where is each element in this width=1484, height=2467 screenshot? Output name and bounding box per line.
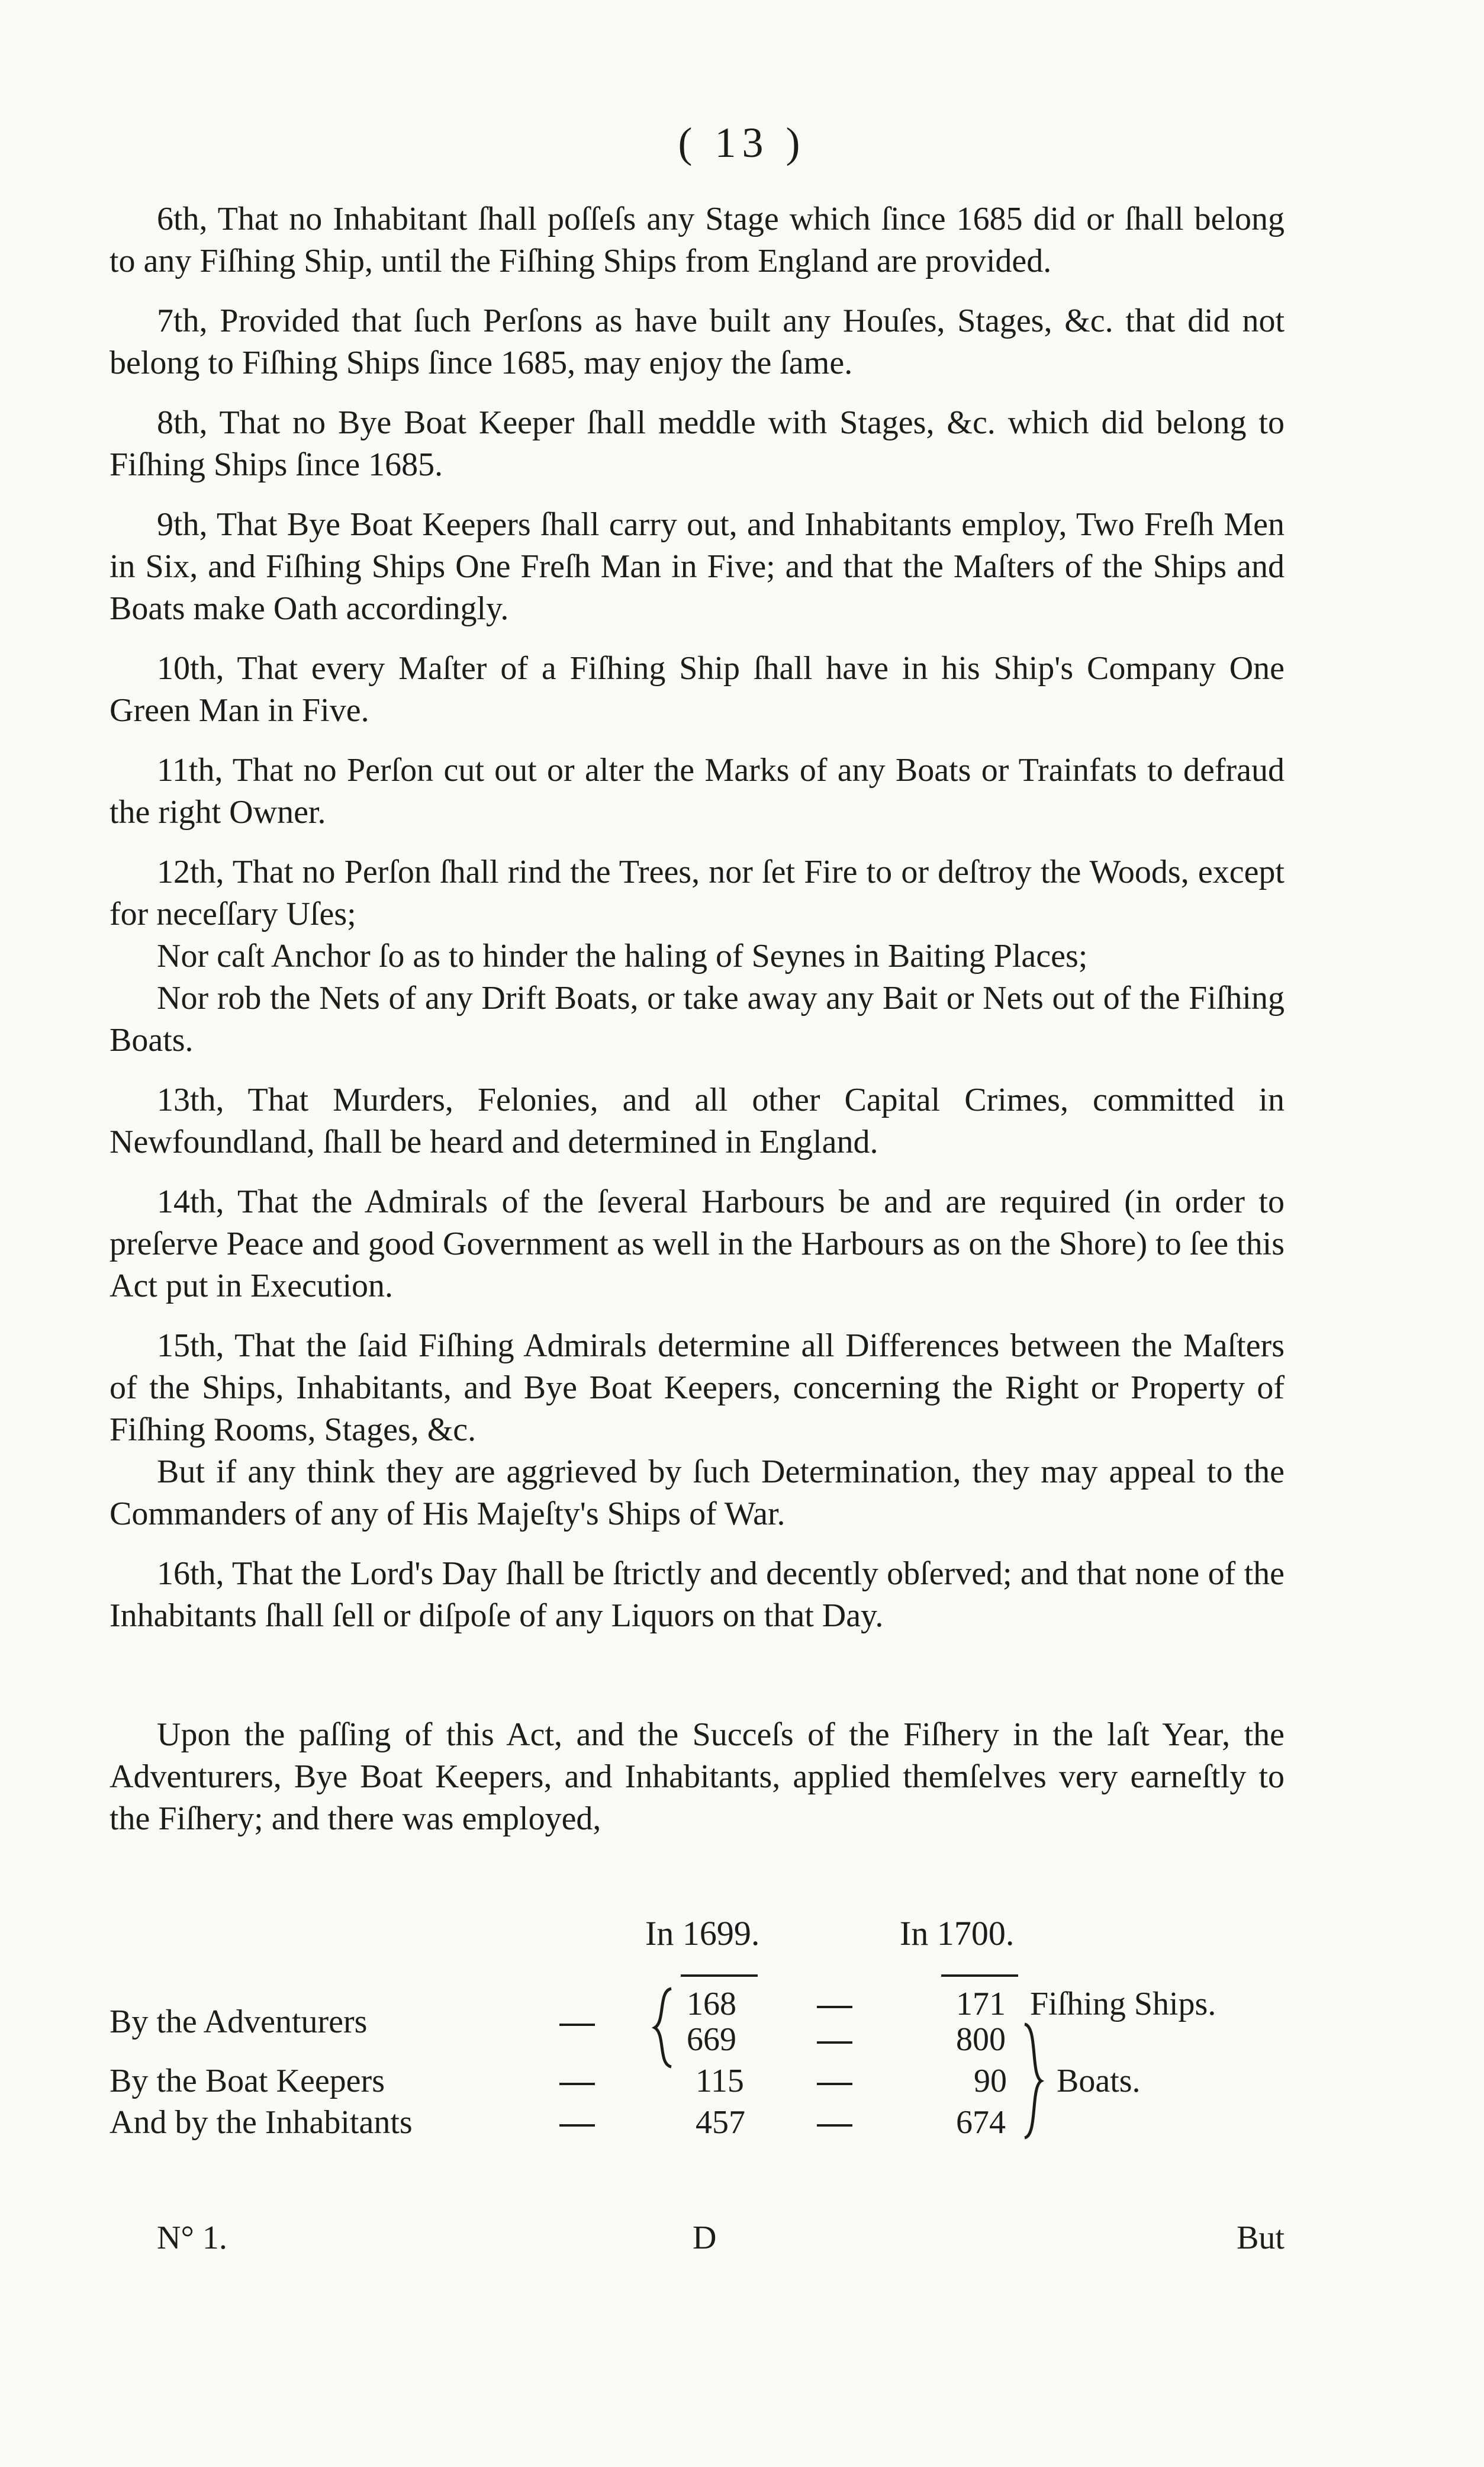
page-body xyxy=(110,198,1285,1858)
row-label-boat-keepers: By the Boat Keepers xyxy=(110,2063,385,2099)
row-label-inhabitants: And by the Inhabitants xyxy=(110,2104,413,2141)
paragraph-12th-anchor: Nor caſt Anchor ſo as to hinder the haling of Seynes in Baiting Places; xyxy=(157,938,1088,974)
column-header-1700: In 1700. xyxy=(900,1914,1015,1953)
paragraph-8th: 8th, That no Bye Boat Keeper ſhall meddle with Stages, &c. which did belong to Fiſhing Ships ſince 1685. xyxy=(110,404,1285,483)
row-dash xyxy=(559,2024,595,2026)
row-dash xyxy=(817,2006,852,2008)
paragraph-7th: 7th, Provided that ſuch Perſons as have built any Houſes, Stages, &c. that did not belong to Fiſhing Ships ſince 1685, may enjoy the ſame. xyxy=(110,303,1285,381)
value-1700-inhabitants: 674 xyxy=(956,2104,1006,2141)
row-dash xyxy=(817,2041,852,2044)
value-1699-boat-keepers: 115 xyxy=(696,2063,744,2099)
row-dash xyxy=(817,2124,852,2127)
value-1699-boats: 669 xyxy=(687,2021,736,2058)
signature-mark: N° 1. xyxy=(157,2220,227,2256)
left-brace xyxy=(651,1986,675,2069)
sheet-signature: D xyxy=(693,2220,717,2256)
paragraph-12th: 12th, That no Perſon ſhall rind the Trees, nor ſet Fire to or deſtroy the Woods, except for neceſſary Uſes; xyxy=(110,854,1285,932)
column-rule-1699 xyxy=(681,1974,758,1977)
paragraph-15th-appeal: But if any think they are aggrieved by ſuch Determination, they may appeal to the Commanders of any of His Majeſty's Ships of War. xyxy=(110,1453,1285,1532)
label-fishing-ships: Fiſhing Ships. xyxy=(1030,1986,1216,2022)
paragraph-15th: 15th, That the ſaid Fiſhing Admirals determine all Differences between the Maſters of the Ships, Inhabitants, and Bye Boat Keepers, concerning the Right or Property of Fiſhing Rooms, Stages, &c. xyxy=(110,1327,1285,1448)
value-1700-boat-keepers: 90 xyxy=(974,2063,1007,2099)
catchword: But xyxy=(1237,2220,1285,2256)
label-boats: Boats. xyxy=(1057,2063,1141,2099)
paragraph-upon-passing: Upon the paſſing of this Act, and the Succeſs of the Fiſhery in the laſt Year, the Adventurers, Bye Boat Keepers, and Inhabitants, applied themſelves very earneſtly to the Fiſhery; and there was employed, xyxy=(110,1716,1285,1837)
value-1700-boats-adventurers: 800 xyxy=(956,2021,1006,2058)
paragraph-9th: 9th, That Bye Boat Keepers ſhall carry out, and Inhabitants employ, Two Freſh Men in Six, and Fiſhing Ships One Freſh Man in Five; and that the Maſters of the Ships and Boats make Oath accordingly. xyxy=(110,506,1285,627)
paragraph-6th: 6th, That no Inhabitant ſhall poſſeſs any Stage which ſince 1685 did or ſhall belong to any Fiſhing Ship, until the Fiſhing Ships from England are provided. xyxy=(110,201,1285,279)
paragraph-12th-nets: Nor rob the Nets of any Drift Boats, or take away any Bait or Nets out of the Fiſhing Boats. xyxy=(110,980,1285,1059)
page-number: ( 13 ) xyxy=(678,119,806,166)
paragraph-14th: 14th, That the Admirals of the ſeveral Harbours be and are required (in order to preſerve Peace and good Government as well in the Harbours as on the Shore) to ſee this Act put in Execution. xyxy=(110,1183,1285,1304)
paragraph-16th: 16th, That the Lord's Day ſhall be ſtrictly and decently obſerved; and that none of the Inhabitants ſhall ſell or diſpoſe of any Liquors on that Day. xyxy=(110,1555,1285,1634)
row-dash xyxy=(817,2083,852,2085)
row-dash xyxy=(559,2124,595,2127)
value-1699-ships: 168 xyxy=(687,1986,736,2022)
paragraph-13th: 13th, That Murders, Felonies, and all other Capital Crimes, committed in Newfoundland, ſhall be heard and determined in England. xyxy=(110,1082,1285,1160)
row-label-adventurers: By the Adventurers xyxy=(110,2003,368,2040)
value-1700-ships: 171 xyxy=(956,1986,1006,2022)
value-1699-inhabitants: 457 xyxy=(696,2104,745,2141)
column-rule-1700 xyxy=(941,1974,1018,1977)
column-header-1699: In 1699. xyxy=(645,1914,760,1953)
paragraph-11th: 11th, That no Perſon cut out or alter the Marks of any Boats or Trainfats to defraud the right Owner. xyxy=(110,752,1285,831)
right-brace xyxy=(1021,2022,1045,2140)
paragraph-10th: 10th, That every Maſter of a Fiſhing Ship ſhall have in his Ship's Company One Green Man in Five. xyxy=(110,650,1285,729)
row-dash xyxy=(559,2083,595,2085)
